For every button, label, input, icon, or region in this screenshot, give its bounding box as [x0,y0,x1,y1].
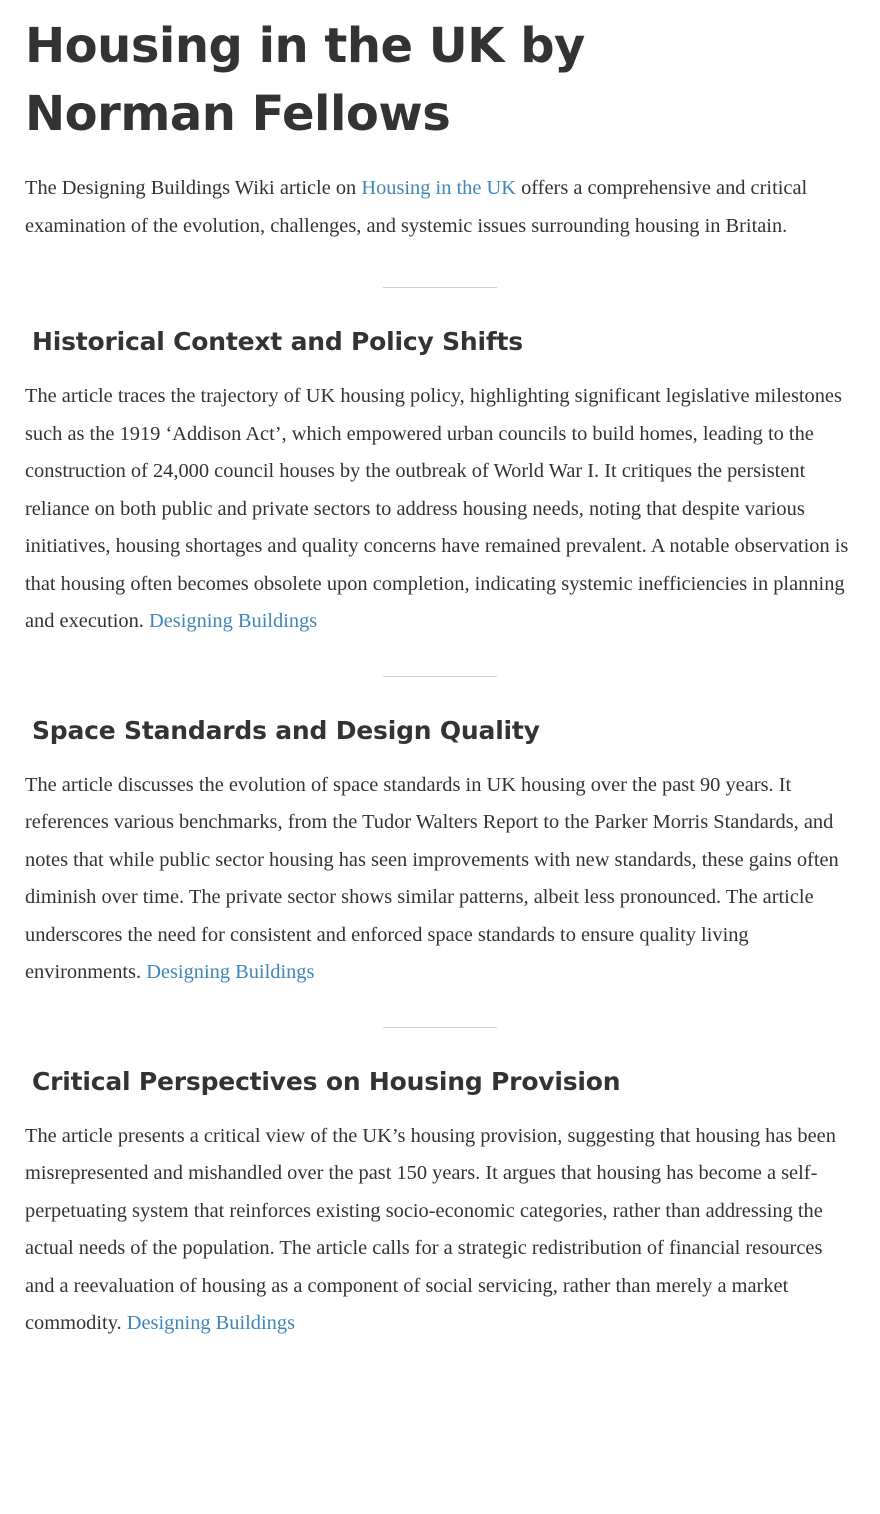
section-paragraph-critical-perspectives [25,1118,855,1343]
paragraph-text: The article discusses the evolution of space standards in UK housing over the past 90 years. It references various benchmarks, from the Tudor Walters Report to the Parker Morris Standards, and notes that while public sector housing has seen improvements with new standards, these gains often diminish over time. The private sector shows similar patterns, albeit less pronounced. The article underscores the need for consistent and enforced space standards to ensure quality living environments. [25,773,839,983]
housing-in-the-uk-link[interactable]: Housing in the UK [361,177,516,199]
designing-buildings-link[interactable]: Designing Buildings [146,961,315,983]
intro-paragraph [25,170,855,245]
designing-buildings-link[interactable]: Designing Buildings [149,610,318,632]
paragraph-text: The article traces the trajectory of UK housing policy, highlighting significant legislative milestones such as the 1919 ‘Addison Act’, which empowered urban councils to build homes, leading to the construction of 24,000 council houses by the outbreak of World War I. It critiques the persistent reliance on both public and private sectors to address housing needs, noting that despite various initiatives, housing shortages and quality concerns have remained prevalent. A notable observation is that housing often becomes obsolete upon completion, indicating systemic inefficiencies in planning and execution. [25,385,849,632]
section-paragraph-space-standards [25,767,855,992]
section-divider [383,676,497,677]
section-divider [383,1027,497,1028]
section-heading-historical-context: Historical Context and Policy Shifts [32,327,523,356]
paragraph-text: The article presents a critical view of the UK’s housing provision, suggesting that housing has been misrepresented and mishandled over the past 150 years. It argues that housing has become a self-perpetuating system that reinforces existing socio-economic categories, rather than addressing the actual needs of the population. The article calls for a strategic redistribution of financial resources and a reevaluation of housing as a component of social servicing, rather than merely a market commodity. [25,1124,836,1334]
intro-text-end: offers a comprehensive and critical examination of the evolution, challenges, and systemic issues surrounding housing in Britain. [25,177,808,237]
section-divider [383,287,497,288]
page-title: Housing in the UK by Norman Fellows [25,18,585,142]
intro-text-start: The Designing Buildings Wiki article on [25,177,362,199]
section-heading-space-standards: Space Standards and Design Quality [32,715,540,745]
designing-buildings-link[interactable]: Designing Buildings [126,1312,295,1334]
section-heading-critical-perspectives: Critical Perspectives on Housing Provision [32,1066,621,1096]
article [0,12,880,1343]
section-paragraph-historical-context [25,378,855,641]
